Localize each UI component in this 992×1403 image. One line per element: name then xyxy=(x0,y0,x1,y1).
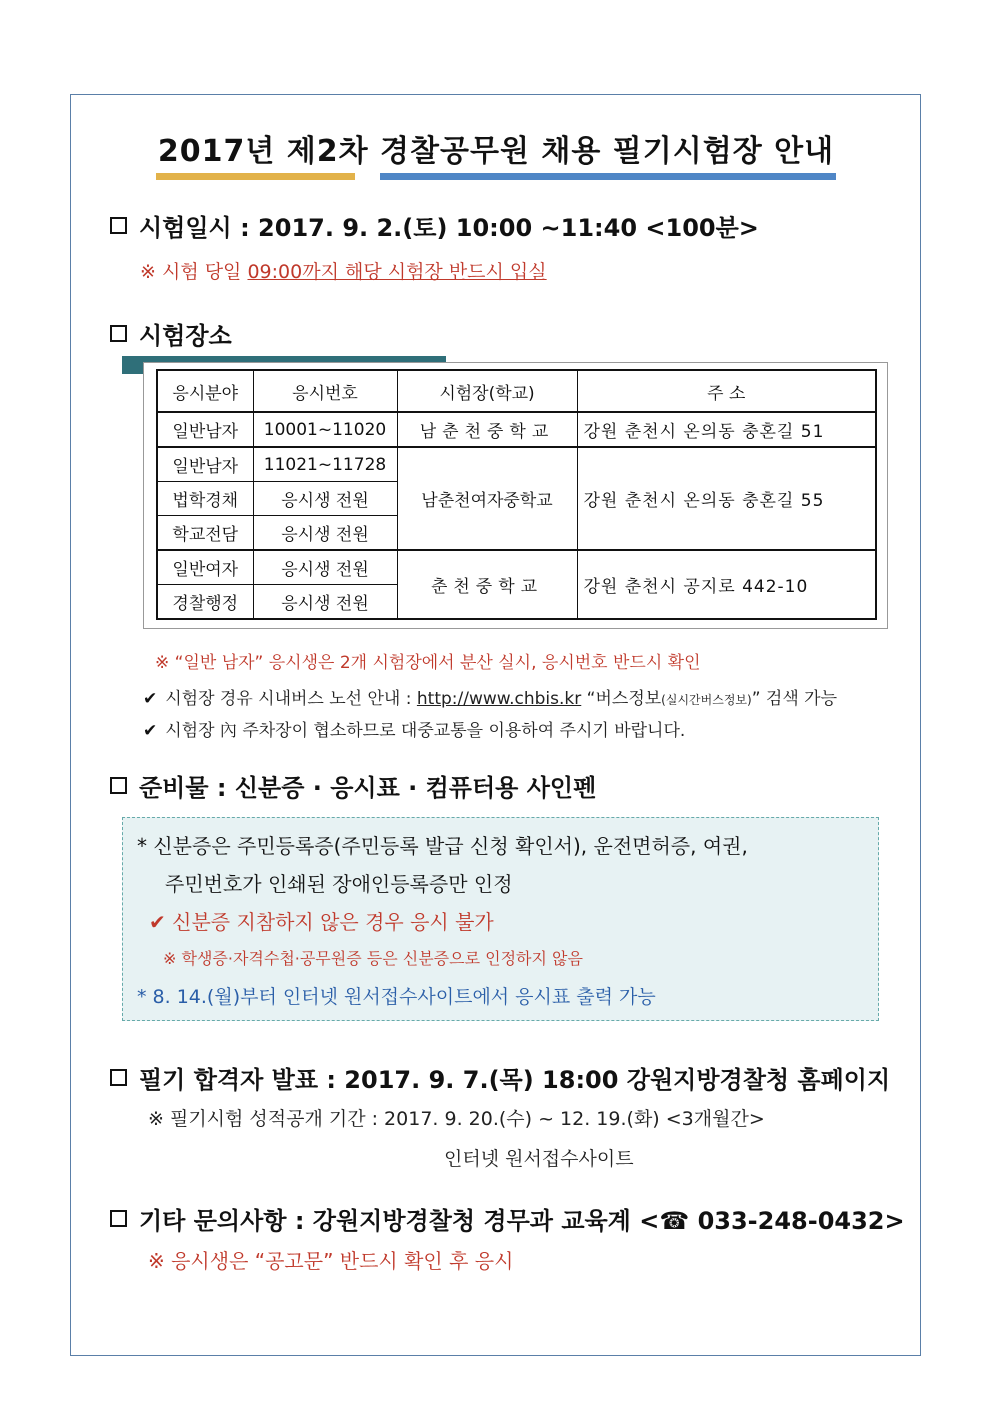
notice-reminder: ※ 응시생은 “공고문” 반드시 확인 후 응시 xyxy=(148,1249,514,1273)
table-row xyxy=(157,550,876,585)
cell-school: 춘천중학교 xyxy=(397,550,577,619)
cell-address: 강원 춘천시 공지로 442-10 xyxy=(577,550,876,619)
bus-info-link[interactable]: http://www.chbis.kr xyxy=(416,689,582,709)
venue-heading: 시험장소 xyxy=(110,316,232,351)
cell-school: 남춘천중학교 xyxy=(397,412,577,447)
cell-field: 일반남자 xyxy=(157,412,253,447)
venue-table xyxy=(156,369,877,620)
cell-field: 경찰행정 xyxy=(157,585,253,620)
results-heading: 필기 합격자 발표 : 2017. 9. 7.(목) 18:00 강원지방경찰청 홈페이지 xyxy=(110,1060,890,1095)
header-address: 주 소 xyxy=(577,370,876,412)
page-title: 2017년 제2차 경찰공무원 채용 필기시험장 안내 xyxy=(157,134,835,169)
cell-field: 일반남자 xyxy=(157,447,253,482)
id-required-warning: ✔ 신분증 지참하지 않은 경우 응시 불가 xyxy=(149,910,494,934)
cell-field: 일반여자 xyxy=(157,550,253,585)
prep-heading: 준비물 : 신분증 · 응시표 · 컴퓨터용 사인펜 xyxy=(110,768,596,803)
cell-number: 응시생 전원 xyxy=(253,550,397,585)
cell-number: 응시생 전원 xyxy=(253,482,397,516)
header-field: 응시분야 xyxy=(157,370,253,412)
entry-deadline: 09:00까지 해당 시험장 반드시 입실 xyxy=(247,261,547,283)
checkbox-square-icon xyxy=(110,217,127,234)
cell-field: 법학경채 xyxy=(157,482,253,516)
prep-box xyxy=(122,817,879,1021)
header-school: 시험장(학교) xyxy=(397,370,577,412)
general-male-note: ※ “일반 남자” 응시생은 2개 시험장에서 분산 실시, 응시번호 반드시 확인 xyxy=(155,653,701,673)
id-requirement-line: * 신분증은 주민등록증(주민등록 발급 신청 확인서), 운전면허증, 여권, xyxy=(137,834,748,858)
checkbox-square-icon xyxy=(110,325,127,342)
checkmark-icon: ✔ xyxy=(149,910,173,934)
table-row xyxy=(157,447,876,482)
cell-school: 남춘천여자중학교 xyxy=(397,447,577,550)
cell-field: 학교전담 xyxy=(157,516,253,551)
checkmark-icon: ✔ xyxy=(143,721,158,741)
cell-number: 응시생 전원 xyxy=(253,516,397,551)
checkbox-square-icon xyxy=(110,777,127,794)
cell-number: 10001~11020 xyxy=(253,412,397,447)
cell-number: 응시생 전원 xyxy=(253,585,397,620)
bus-info-line: ✔ 시험장 경유 시내버스 노선 안내 : http://www.chbis.kr “버스정보(실시간버스정보)” 검색 가능 xyxy=(143,689,837,709)
invalid-id-note: ※ 학생증·자격수첩·공무원증 등은 신분증으로 인정하지 않음 xyxy=(163,949,583,968)
title-underline-blue xyxy=(380,173,836,180)
title-underline-yellow xyxy=(156,173,355,180)
checkbox-square-icon xyxy=(110,1210,127,1227)
checkmark-icon: ✔ xyxy=(143,689,158,709)
exam-date-note: ※ 시험 당일 09:00까지 해당 시험장 반드시 입실 xyxy=(140,261,547,283)
contact-heading: 기타 문의사항 : 강원지방경찰청 경무과 교육계 <☎ 033-248-0432> xyxy=(110,1201,905,1236)
header-number: 응시번호 xyxy=(253,370,397,412)
parking-line: ✔ 시험장 內 주차장이 협소하므로 대중교통을 이용하여 주시기 바랍니다. xyxy=(143,721,686,741)
exam-date-heading: 시험일시 : 2017. 9. 2.(토) 10:00 ~11:40 <100분> xyxy=(110,208,759,243)
score-disclosure-note: ※ 필기시험 성적공개 기간 : 2017. 9. 20.(수) ~ 12. 19.(화) <3개월간> xyxy=(148,1108,765,1130)
id-requirement-line-2: 주민번호가 인쇄된 장애인등록증만 인정 xyxy=(165,872,513,896)
table-row xyxy=(157,412,876,447)
admission-ticket-note: * 8. 14.(월)부터 인터넷 원서접수사이트에서 응시표 출력 가능 xyxy=(137,986,656,1008)
cell-address: 강원 춘천시 온의동 충혼길 51 xyxy=(577,412,876,447)
checkbox-square-icon xyxy=(110,1069,127,1086)
cell-number: 11021~11728 xyxy=(253,447,397,482)
score-disclosure-site: 인터넷 원서접수사이트 xyxy=(444,1148,634,1170)
cell-address: 강원 춘천시 온의동 충혼길 55 xyxy=(577,447,876,550)
